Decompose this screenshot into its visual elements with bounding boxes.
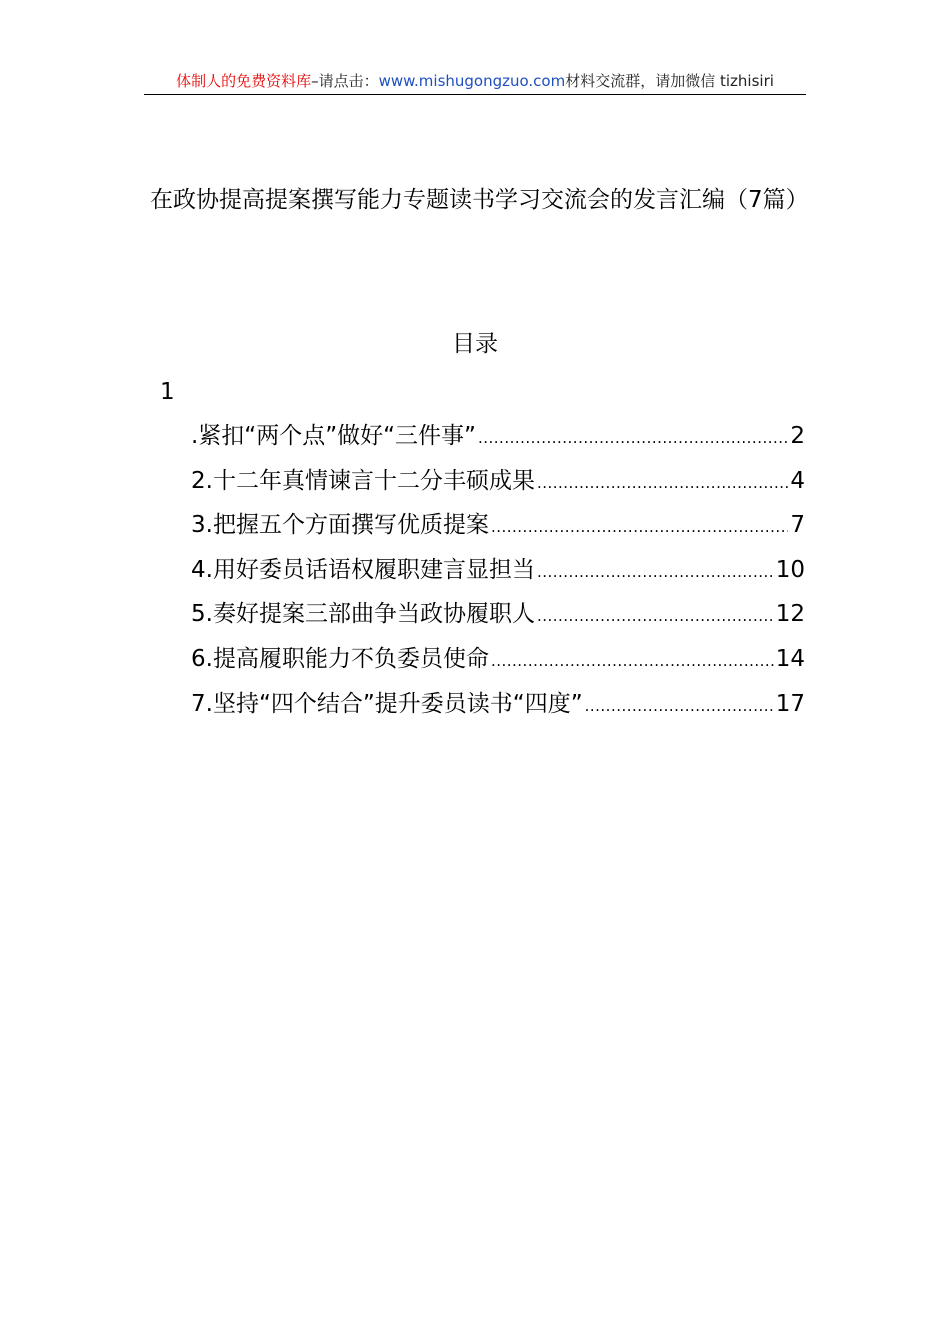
- toc-entry-page: 17: [775, 690, 805, 717]
- header-site-name: 体制人的免费资料库: [176, 72, 312, 90]
- toc-entry-1[interactable]: [191, 417, 805, 462]
- header-prompt: –请点击：: [311, 72, 379, 90]
- toc-entry-page: 14: [775, 645, 805, 672]
- header-note: 材料交流群，请加微信 tizhisiri: [565, 72, 774, 90]
- table-of-contents: [191, 417, 805, 729]
- toc-dot-leader: [491, 508, 788, 546]
- toc-dot-leader: [537, 553, 774, 591]
- document-title: 在政协提高提案撰写能力专题读书学习交流会的发言汇编（7篇）: [150, 187, 809, 213]
- toc-entry-page: 12: [775, 601, 805, 628]
- toc-entry-page: 4: [790, 467, 805, 494]
- toc-entry-label: 4.用好委员话语权履职建言显担当: [191, 556, 535, 583]
- toc-dot-leader: [585, 687, 774, 725]
- toc-entry-label: 6.提高履职能力不负委员使命: [191, 645, 489, 672]
- header-url-link[interactable]: www.mishugongzuo.com: [378, 72, 566, 90]
- toc-entry-2[interactable]: [191, 462, 805, 507]
- toc-entry-3[interactable]: [191, 506, 805, 551]
- toc-dot-leader: [491, 642, 774, 680]
- toc-entry-page: 10: [775, 556, 805, 583]
- toc-dot-leader: [537, 464, 788, 502]
- toc-entry-label: .紧扣“两个点”做好“三件事”: [191, 423, 476, 449]
- toc-dot-leader: [537, 597, 774, 635]
- toc-entry-5[interactable]: [191, 595, 805, 640]
- toc-entry-page: 7: [790, 512, 805, 539]
- toc-entry-7[interactable]: [191, 685, 805, 730]
- toc-entry-label: 3.把握五个方面撰写优质提案: [191, 512, 489, 539]
- toc-heading: 目录: [452, 331, 498, 357]
- toc-stray-number: 1: [160, 379, 175, 405]
- toc-entry-6[interactable]: [191, 640, 805, 685]
- toc-entry-page: 2: [790, 423, 805, 449]
- page-header: [144, 70, 806, 95]
- toc-dot-leader: [478, 419, 788, 457]
- toc-entry-4[interactable]: [191, 551, 805, 596]
- toc-entry-label: 7.坚持“四个结合”提升委员读书“四度”: [191, 690, 583, 717]
- toc-entry-label: 2.十二年真情谏言十二分丰硕成果: [191, 467, 535, 494]
- toc-entry-label: 5.奏好提案三部曲争当政协履职人: [191, 601, 535, 628]
